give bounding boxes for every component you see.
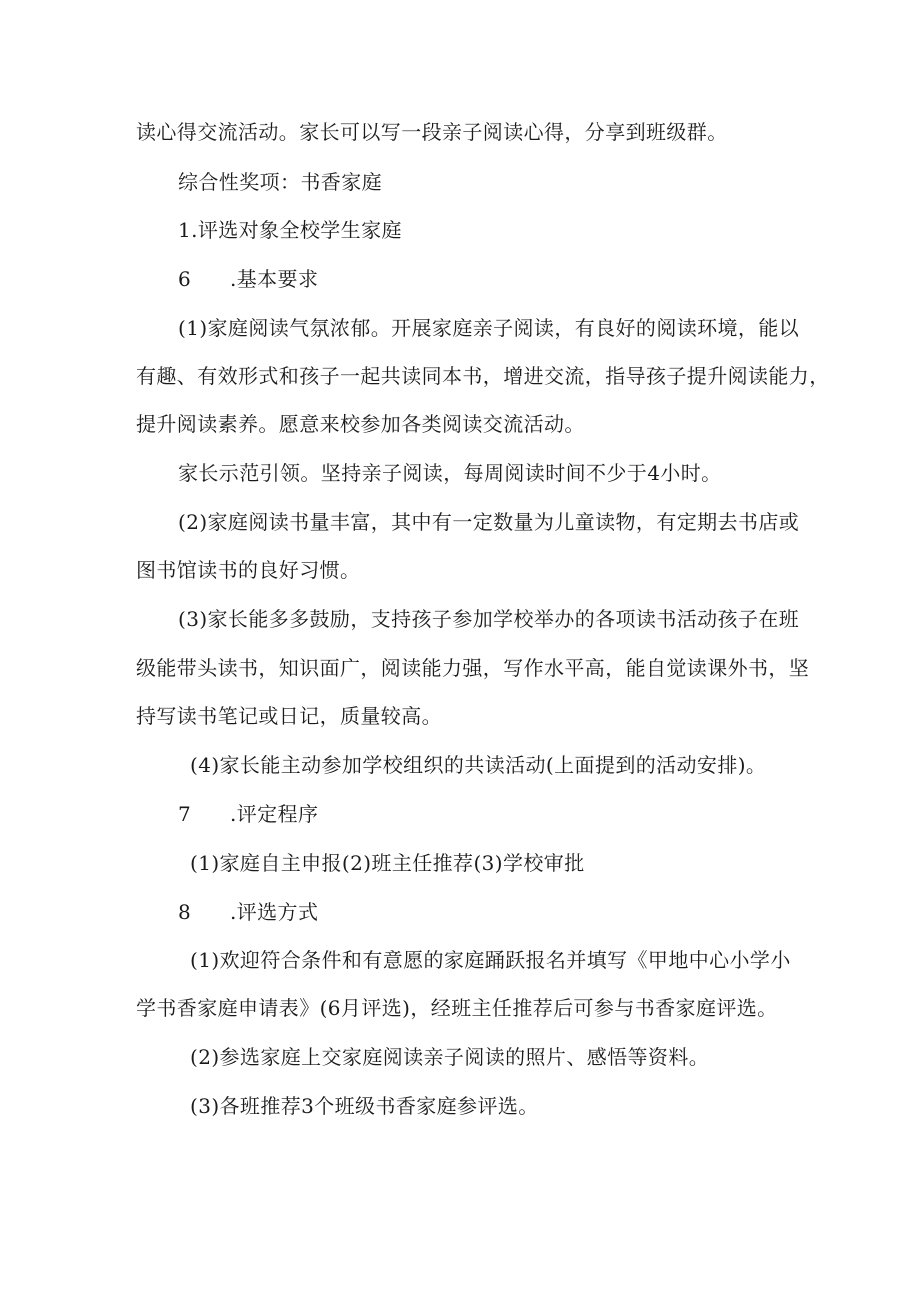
section-heading (178, 898, 318, 926)
paragraph-line: 家长示范引领。坚持亲子阅读，每周阅读时间不少于4小时。 (178, 461, 722, 485)
section-title: .评选方式 (230, 900, 319, 924)
paragraph-line: 读心得交流活动。家长可以写一段亲子阅读心得，分享到班级群。 (136, 120, 728, 144)
section-heading: 1.评选对象全校学生家庭 (178, 218, 402, 242)
paragraph-line: (3)家长能多多鼓励，支持孩子参加学校举办的各项读书活动孩子在班 (178, 607, 800, 631)
section-title: .评定程序 (230, 802, 319, 826)
paragraph-line: 图书馆读书的良好习惯。 (136, 558, 361, 582)
section-number: 6 (178, 267, 192, 291)
award-title: 综合性奖项：书香家庭 (178, 170, 382, 194)
paragraph-line: 持写读书笔记或日记，质量较高。 (136, 704, 442, 728)
paragraph-line: (2)家庭阅读书量丰富，其中有一定数量为儿童读物，有定期去书店或 (178, 510, 800, 534)
paragraph-line: (3)各班推荐3个班级书香家庭参评选。 (190, 1094, 539, 1118)
paragraph-line: (1)家庭自主申报(2)班主任推荐(3)学校审批 (190, 851, 585, 875)
section-heading (178, 265, 318, 293)
paragraph-line: (1)欢迎符合条件和有意愿的家庭踊跃报名并填写《甲地中心小学小 (190, 948, 791, 972)
paragraph-line: (2)参选家庭上交家庭阅读亲子阅读的照片、感悟等资料。 (190, 1045, 710, 1069)
paragraph-line: 级能带头读书，知识面广，阅读能力强，写作水平高，能自觉读课外书，坚 (136, 656, 810, 680)
paragraph-line: 提升阅读素养。愿意来校参加各类阅读交流活动。 (136, 412, 585, 436)
section-title: .基本要求 (230, 267, 319, 291)
paragraph-line: (1)家庭阅读气氛浓郁。开展家庭亲子阅读，有良好的阅读环境，能以 (178, 316, 800, 340)
paragraph-line: 有趣、有效形式和孩子一起共读同本书，增进交流，指导孩子提升阅读能力， (136, 364, 830, 388)
section-number: 8 (178, 900, 192, 924)
section-number: 7 (178, 802, 192, 826)
section-heading (178, 800, 318, 828)
paragraph-line: 学书香家庭申请表》(6月评选)，经班主任推荐后可参与书香家庭评选。 (136, 996, 778, 1020)
paragraph-line: (4)家长能主动参加学校组织的共读活动(上面提到的活动安排)。 (190, 753, 767, 777)
